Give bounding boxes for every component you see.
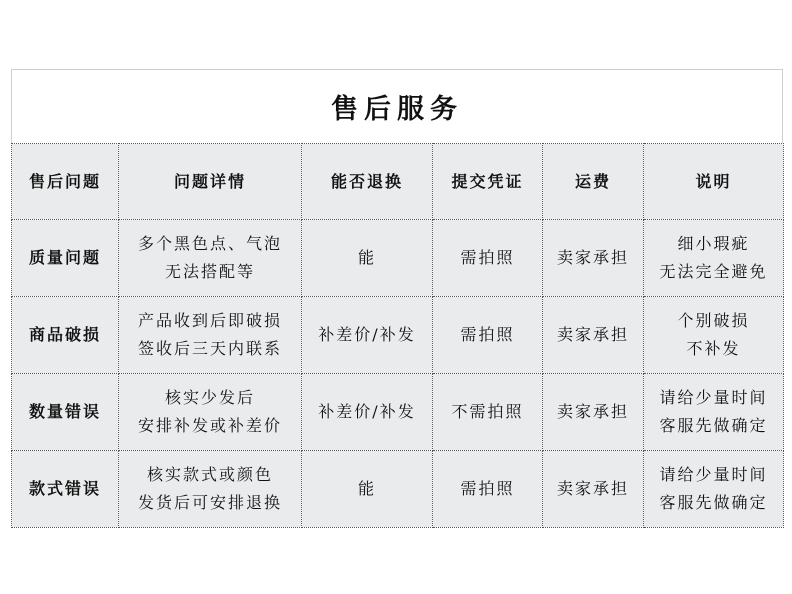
detail-line: 无法搭配等 — [164, 262, 255, 281]
note-line: 细小瑕疵 — [677, 234, 750, 253]
detail-line: 签收后三天内联系 — [137, 339, 282, 358]
detail-line: 安排补发或补差价 — [137, 416, 282, 435]
table-header-row — [12, 144, 784, 220]
shipping-cell: 卖家承担 — [543, 297, 644, 374]
note-cell — [644, 220, 784, 297]
after-sales-sheet — [11, 69, 783, 528]
issue-cell: 数量错误 — [12, 374, 119, 451]
table-row — [12, 374, 784, 451]
note-cell — [644, 451, 784, 528]
note-line: 请给少量时间 — [659, 388, 768, 407]
table-row — [12, 451, 784, 528]
note-line: 客服先做确定 — [659, 493, 768, 512]
note-line: 个别破损 — [677, 311, 750, 330]
header-issue: 售后问题 — [12, 144, 119, 220]
detail-line: 多个黑色点、气泡 — [137, 234, 282, 253]
detail-line: 产品收到后即破损 — [137, 311, 282, 330]
issue-cell: 款式错误 — [12, 451, 119, 528]
table-row — [12, 220, 784, 297]
detail-cell — [119, 374, 302, 451]
note-line: 不补发 — [686, 339, 741, 358]
issue-cell: 质量问题 — [12, 220, 119, 297]
note-cell — [644, 297, 784, 374]
after-sales-table — [11, 143, 784, 528]
note-line: 无法完全避免 — [659, 262, 768, 281]
detail-cell — [119, 451, 302, 528]
header-exchange: 能否退换 — [302, 144, 433, 220]
header-proof: 提交凭证 — [433, 144, 543, 220]
detail-line: 核实款式或颜色 — [146, 465, 273, 484]
note-line: 客服先做确定 — [659, 416, 768, 435]
exchange-cell: 补差价/补发 — [302, 374, 433, 451]
exchange-cell: 能 — [302, 451, 433, 528]
page-title: 售后服务 — [331, 94, 463, 125]
proof-cell: 需拍照 — [433, 220, 543, 297]
detail-line: 发货后可安排退换 — [137, 493, 282, 512]
shipping-cell: 卖家承担 — [543, 220, 644, 297]
header-note: 说明 — [644, 144, 784, 220]
note-cell — [644, 374, 784, 451]
title-bar — [11, 69, 783, 143]
note-line: 请给少量时间 — [659, 465, 768, 484]
detail-cell — [119, 297, 302, 374]
proof-cell: 需拍照 — [433, 297, 543, 374]
exchange-cell: 能 — [302, 220, 433, 297]
header-detail: 问题详情 — [119, 144, 302, 220]
detail-cell — [119, 220, 302, 297]
proof-cell: 需拍照 — [433, 451, 543, 528]
exchange-cell: 补差价/补发 — [302, 297, 433, 374]
proof-cell: 不需拍照 — [433, 374, 543, 451]
detail-line: 核实少发后 — [164, 388, 255, 407]
header-shipping: 运费 — [543, 144, 644, 220]
shipping-cell: 卖家承担 — [543, 451, 644, 528]
issue-cell: 商品破损 — [12, 297, 119, 374]
shipping-cell: 卖家承担 — [543, 374, 644, 451]
table-row — [12, 297, 784, 374]
